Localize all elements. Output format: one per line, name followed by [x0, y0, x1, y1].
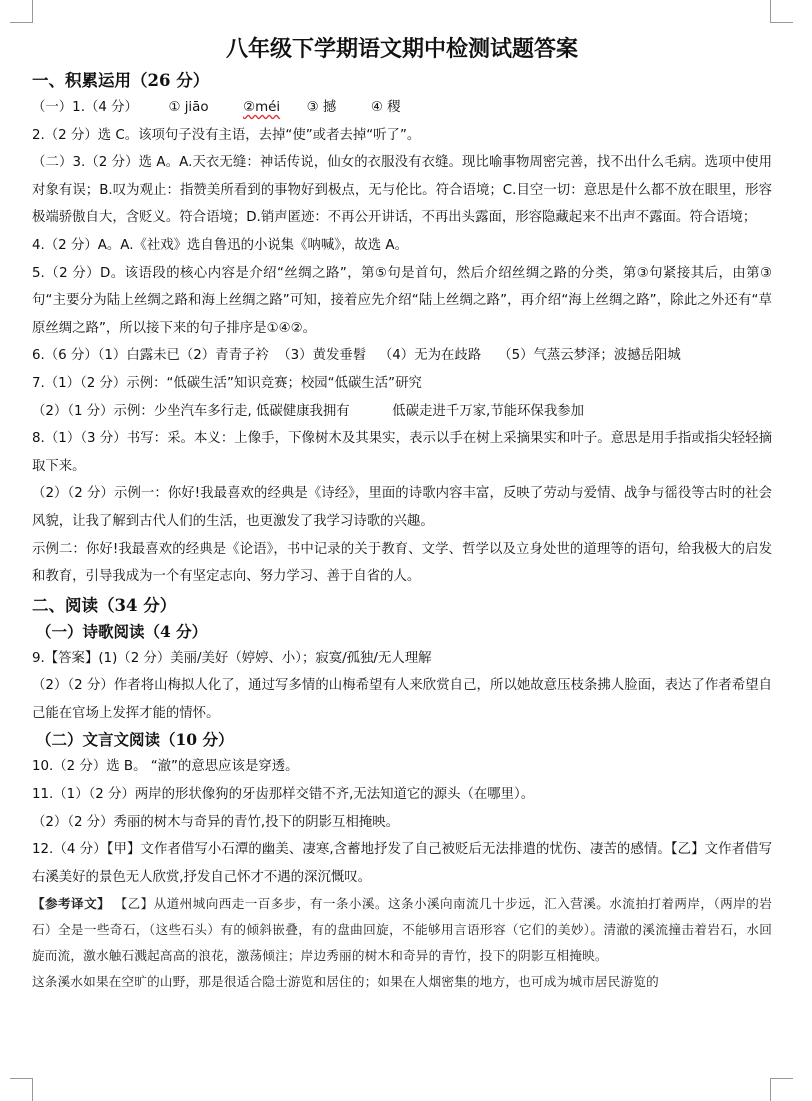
answer-q10: 10.（2 分）选 B。 “澈”的意思应该是穿透。	[32, 759, 299, 775]
q1-answer-4: ④ 稷	[370, 100, 401, 115]
answer-q11-2: （2）（2 分）秀丽的树木与奇异的青竹,投下的阴影互相掩映。	[32, 814, 400, 830]
answer-q7-2: （2）（1 分）示例：少坐汽车多行走, 低碳健康我拥有 低碳走进千万家,节能环保我参加	[32, 403, 584, 419]
crop-mark-bottom-right	[770, 1078, 793, 1101]
q1-answer-3: ③ 撼	[306, 100, 337, 115]
reference-translation-continued: 这条溪水如果在空旷的山野，那是很适合隐士游览和居住的；如果在人烟密集的地方，也可成为城市居民游览的	[32, 974, 659, 990]
answer-q9-2: （2）（2 分）作者将山梅拟人化了，通过写多情的山梅希望有人来欣赏自己，所以她故意压枝条拂人脸面，表达了作者希望自己能在官场上发挥才能的情怀。	[32, 678, 772, 721]
answer-q6: 6.（6 分）（1）白露未已（2）青青子衿 （3）黄发垂髫 （4）无为在歧路 （5）气蒸云梦泽；波撼岳阳城	[32, 348, 681, 364]
q1-answer-1: ① jiāo	[168, 100, 209, 115]
crop-mark-bottom-left	[10, 1078, 33, 1101]
answer-q8-1: 8.（1）（3 分）书写：采。本义：上像手，下像树木及其果实，表示以手在树上采摘果实和叶子。意思是用手指或指尖轻轻摘取下来。	[32, 431, 772, 474]
answer-q2: 2.（2 分）选 C。该项句子没有主语，去掉“使”或者去掉“听了”。	[32, 127, 421, 143]
answer-q11-1: 11.（1）（2 分）两岸的形状像狗的牙齿那样交错不齐,无法知道它的源头（在哪里）。	[32, 787, 535, 803]
answer-q8-example-2: 示例二：你好!我最喜欢的经典是《论语》，书中记录的关于教育、文学、哲学以及立身处世的道理等的语句，给我极大的启发和教育，引导我成为一个有坚定志向、努力学习、善于自省的人。	[32, 541, 772, 585]
crop-mark-top-left	[10, 0, 33, 23]
subsection-heading-poetry: （一）诗歌阅读（4 分）	[36, 621, 208, 641]
subsection-heading-classical: （二）文言文阅读（10 分）	[36, 730, 234, 750]
answer-q7-1: 7.（1）（2 分）示例：“低碳生活”知识竞赛；校园“低碳生活”研究	[32, 375, 422, 391]
crop-mark-top-right	[770, 0, 793, 23]
answer-q5: 5.（2 分）D。该语段的核心内容是介绍“丝绸之路”，第⑤句是首句，然后介绍丝绸之路的分类，第③句紧接其后，由第③句“主要分为陆上丝绸之路和海上丝绸之路”可知，接着应先介绍“陆上丝绸之路”，再介绍“海上丝绸之路”，除此之外还有“草原丝绸之路”，所以接下来的句子排序是①④②。	[32, 265, 772, 336]
reference-translation-body: 【乙】从道州城向西走一百多步，有一条小溪。这条小溪向南流几十步远，汇入营溪。水流拍打着两岸，（两岸的岩石）全是一些奇石，（这些石头）有的倾斜嵌叠，有的盘曲回旋，不能够用言语形容（它们的美妙）。清澈的溪流撞击着岩石，水回旋而流，激水触石溅起高高的浪花，激荡倾注；岸边秀丽的树木和奇异的青竹，投下的阴影互相掩映。	[32, 896, 772, 964]
reference-translation-label: 【参考译文】	[32, 896, 111, 912]
answer-q8-2: （2）（2 分）示例一：你好!我最喜欢的经典是《诗经》，里面的诗歌内容丰富，反映了劳动与爱情、战争与徭役等古时的社会风貌，让我了解到古代人们的生活，也更激发了我学习诗歌的兴趣。	[32, 486, 772, 529]
answer-q1	[32, 94, 772, 122]
answer-q12: 12.（4 分）【甲】文作者借写小石潭的幽美、凄寒,含蓄地抒发了自己被贬后无法排遣的忧伤、凄苦的感情。【乙】文作者借写右溪美好的景色无人欣赏,抒发自己怀才不遇的深沉慨叹。	[32, 842, 772, 885]
reference-translation	[32, 891, 772, 969]
q1-lead: （一）1.（4 分）	[32, 100, 138, 115]
section-heading-accumulation: 一、积累运用（26 分）	[32, 71, 210, 90]
answer-q4: 4.（2 分）A。A.《社戏》选自鲁迅的小说集《呐喊》，故选 A。	[32, 237, 408, 253]
document-title: 八年级下学期语文期中检测试题答案	[225, 36, 578, 62]
answer-q9-1: 9.【答案】(1)（2 分）美丽/美好（婷婷、小）；寂寞/孤独/无人理解	[32, 650, 432, 666]
section-heading-reading: 二、阅读（34 分）	[32, 595, 177, 615]
answer-q3: （二）3.（2 分）选 A。A.天衣无缝：神话传说，仙女的衣服没有衣缝。现比喻事物周密完善，找不出什么毛病。选项中使用对象有误；B.叹为观止：指赞美所看到的事物好到极点，无与伦比。符合语境；C.目空一切：意思是什么都不放在眼里，形容极端骄傲自大，含贬义。符合语境；D.销声匿迹：不再公开讲话，不再出头露面，形容隐藏起来不出声不露面。符合语境；	[32, 155, 772, 226]
document-body	[32, 34, 772, 995]
q1-answer-2: ②méi	[243, 100, 281, 115]
